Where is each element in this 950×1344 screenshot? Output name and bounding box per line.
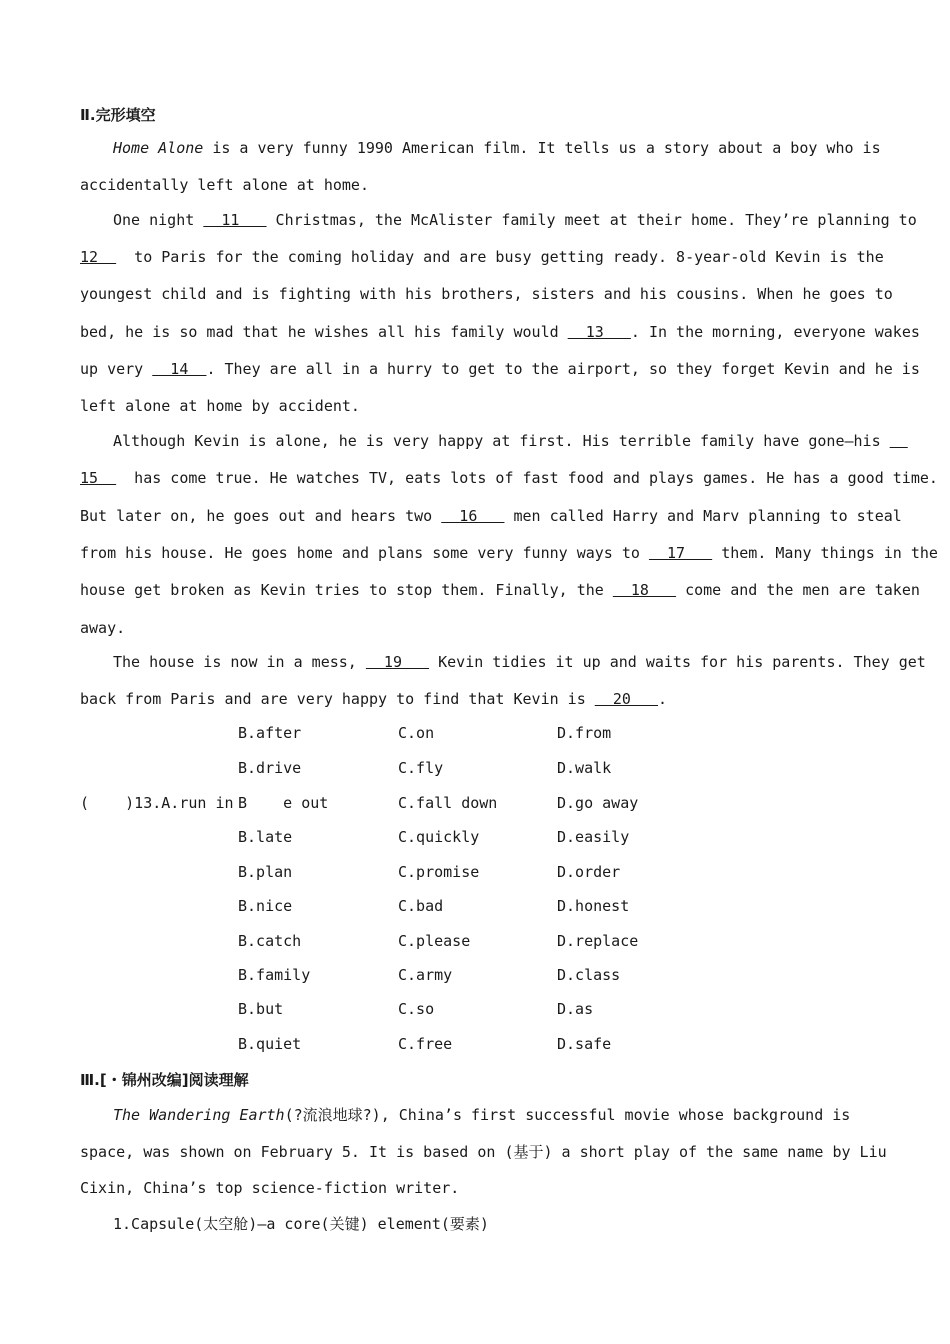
blank-11: 11: [203, 211, 267, 229]
option-d: D.order: [557, 863, 621, 881]
paragraph-line: [80, 248, 884, 266]
paragraph-line: space, was shown on February 5. It is based on (基于) a short play of the same name by Liu: [80, 1143, 887, 1161]
text-span: (?流浪地球?), China’s first successful movie whose background is: [284, 1106, 851, 1124]
text-span: from his house. He goes home and plans some very funny ways to: [80, 544, 649, 562]
option-b: B.late: [238, 828, 293, 846]
option-b: B.nice: [238, 897, 293, 915]
text-span: . They are all in a hurry to get to the airport, so they forget Kevin and he is: [206, 360, 920, 378]
option-c: C.quickly: [398, 828, 480, 846]
option-c: C.please: [398, 932, 471, 950]
option-c: C.fall down: [398, 794, 498, 812]
option-d: D.honest: [557, 897, 630, 915]
paragraph-line: left alone at home by accident.: [80, 397, 360, 415]
text-span: Christmas, the McAlister family meet at their home. They’re planning to: [266, 211, 917, 229]
option-b: B.but: [238, 1000, 284, 1018]
blank-12: 12: [80, 248, 117, 266]
paragraph-line: [80, 690, 667, 708]
option-b: B.family: [238, 966, 311, 984]
option-d: D.walk: [557, 759, 612, 777]
option-b: B e out: [238, 794, 329, 812]
text-span: them. Many things in the: [712, 544, 938, 562]
text-span: has come true. He watches TV, eats lots of fast food and plays games. He has a good time.: [116, 469, 938, 487]
option-b: B.after: [238, 724, 302, 742]
option-d: D.class: [557, 966, 621, 984]
paragraph-line: [80, 360, 920, 378]
option-c: C.so: [398, 1000, 435, 1018]
blank-14: 14: [152, 360, 207, 378]
section-2-heading: Ⅱ.完形填空: [80, 106, 156, 124]
blank-16: 16: [441, 507, 505, 525]
paragraph-line: [113, 139, 881, 157]
option-d: D.replace: [557, 932, 639, 950]
question-prefix: ( )13.A.run in: [80, 794, 234, 812]
text-span: back from Paris and are very happy to find that Kevin is: [80, 690, 595, 708]
paragraph-line: [113, 211, 917, 229]
option-b: B.plan: [238, 863, 293, 881]
text-span: bed, he is so mad that he wishes all his family would: [80, 323, 568, 341]
option-c: C.army: [398, 966, 453, 984]
option-c: C.fly: [398, 759, 444, 777]
blank-15-start: [890, 432, 908, 450]
option-d: D.safe: [557, 1035, 612, 1053]
option-d: D.as: [557, 1000, 594, 1018]
paragraph-line: Cixin, China’s top science-fiction writer.: [80, 1179, 460, 1197]
blank-20: 20: [594, 690, 658, 708]
paragraph-line: [113, 1104, 850, 1125]
option-d: D.go away: [557, 794, 639, 812]
paragraph-line: accidentally left alone at home.: [80, 176, 369, 194]
option-c: C.bad: [398, 897, 444, 915]
option-b: B.catch: [238, 932, 302, 950]
text-span: up very: [80, 360, 153, 378]
paragraph-line: [80, 544, 938, 562]
text-span: come and the men are taken: [676, 581, 920, 599]
paragraph-line: youngest child and is fighting with his brothers, sisters and his cousins. When he goes to: [80, 285, 893, 303]
text-span: The house is now in a mess,: [113, 653, 366, 671]
paragraph-line: away.: [80, 619, 126, 637]
option-b: B.drive: [238, 759, 302, 777]
text-span: .: [657, 690, 668, 708]
option-d: D.from: [557, 724, 612, 742]
blank-18: 18: [612, 581, 677, 599]
option-c: C.promise: [398, 863, 480, 881]
paragraph-line: [80, 323, 920, 341]
paragraph-line: [113, 432, 908, 450]
paragraph-line: [113, 653, 926, 671]
text-span: is a very funny 1990 American film. It tells us a story about a boy who is: [203, 139, 881, 157]
blank-19: 19: [365, 653, 430, 671]
paragraph-line: 1.Capsule(太空舱)—a core(关键) element(要素): [113, 1215, 489, 1233]
text-span: to Paris for the coming holiday and are busy getting ready. 8-year-old Kevin is the: [116, 248, 884, 266]
text-span: Although Kevin is alone, he is very happy at first. His terrible family have gone—his: [113, 432, 890, 450]
option-d: D.easily: [557, 828, 630, 846]
text-span: house get broken as Kevin tries to stop them. Finally, the: [80, 581, 613, 599]
blank-13: 13: [567, 323, 631, 341]
text-span: One night: [113, 211, 204, 229]
paragraph-line: [80, 507, 902, 525]
text-span: . In the morning, everyone wakes: [630, 323, 920, 341]
text-span: But later on, he goes out and hears two: [80, 507, 442, 525]
blank-15: 15: [80, 469, 117, 487]
blank-17: 17: [648, 544, 713, 562]
text-span: men called Harry and Marv planning to steal: [504, 507, 902, 525]
text-span: Kevin tidies it up and waits for his parents. They get: [429, 653, 926, 671]
movie-title: The Wandering Earth: [113, 1106, 285, 1124]
option-b: B.quiet: [238, 1035, 302, 1053]
section-3-heading: Ⅲ.[・锦州改编]阅读理解: [80, 1071, 249, 1089]
film-title: Home Alone: [113, 139, 204, 157]
paragraph-line: [80, 581, 920, 599]
option-c: C.on: [398, 724, 435, 742]
paragraph-line: [80, 469, 938, 487]
option-c: C.free: [398, 1035, 453, 1053]
